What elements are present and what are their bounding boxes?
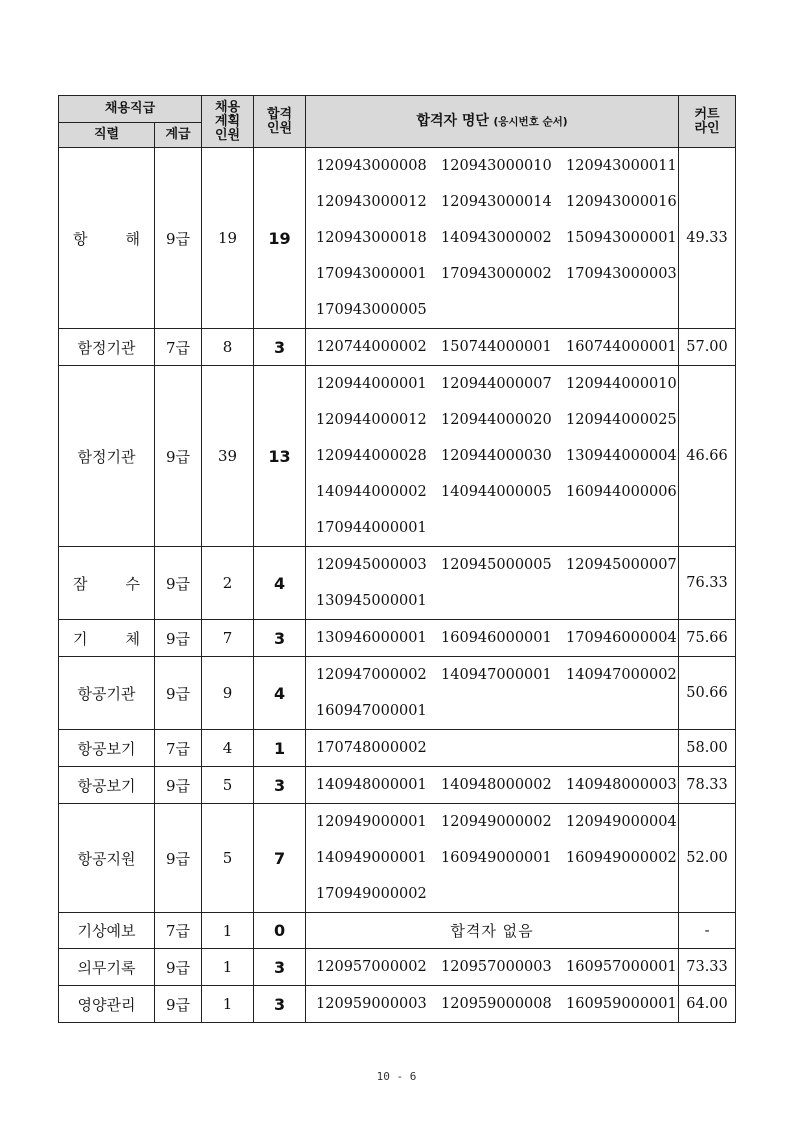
grade-cell: 9급 <box>155 767 202 804</box>
applicant-number: 160959000001 <box>566 996 677 1012</box>
applicant-number: 120947000002 <box>316 667 427 683</box>
passer-line <box>316 986 678 1022</box>
pass-count-cell: 3 <box>254 620 306 657</box>
applicant-number: 120944000010 <box>566 376 677 392</box>
table-row <box>59 329 736 366</box>
table-row <box>59 657 736 730</box>
applicant-number: 170946000004 <box>566 630 677 646</box>
page-number: 10 - 6 <box>376 1070 417 1083</box>
plan-cell: 19 <box>202 148 254 329</box>
header-cutline <box>679 96 736 148</box>
series-cell: 항공보기 <box>59 730 155 767</box>
header-cutline-line: 라인 <box>694 120 720 136</box>
grade-cell: 9급 <box>155 366 202 547</box>
passer-list-cell <box>306 329 679 366</box>
plan-cell: 9 <box>202 657 254 730</box>
pass-count-cell: 1 <box>254 730 306 767</box>
passer-line <box>316 184 678 220</box>
header-list-sub: (응시번호 순서) <box>493 116 568 128</box>
plan-cell: 5 <box>202 804 254 913</box>
plan-cell: 8 <box>202 329 254 366</box>
plan-cell: 1 <box>202 913 254 949</box>
cutline-cell: 73.33 <box>679 949 736 986</box>
passer-line <box>316 767 678 803</box>
grade-cell: 9급 <box>155 804 202 913</box>
applicant-number: 120944000001 <box>316 376 427 392</box>
applicant-number: 120944000030 <box>441 448 552 464</box>
applicant-number: 140944000002 <box>316 484 427 500</box>
header-list <box>306 96 679 148</box>
cutline-cell: 78.33 <box>679 767 736 804</box>
grade-cell: 9급 <box>155 986 202 1023</box>
plan-cell: 39 <box>202 366 254 547</box>
applicant-number: 120944000028 <box>316 448 427 464</box>
header-plan-line: 채용 <box>214 99 241 115</box>
header-plan-line: 계획 <box>214 113 241 129</box>
applicant-number: 170943000001 <box>316 266 427 282</box>
passer-line <box>316 657 678 693</box>
passer-list-cell <box>306 767 679 804</box>
passer-list-cell <box>306 986 679 1023</box>
plan-cell: 4 <box>202 730 254 767</box>
pass-count-cell: 3 <box>254 767 306 804</box>
applicant-number: 120943000008 <box>316 158 427 174</box>
applicant-number: 120949000004 <box>566 814 677 830</box>
cutline-cell: 52.00 <box>679 804 736 913</box>
table-row <box>59 804 736 913</box>
passer-line <box>316 730 678 766</box>
applicant-number: 170748000002 <box>316 740 427 756</box>
passer-line <box>316 547 678 583</box>
plan-cell: 5 <box>202 767 254 804</box>
applicant-number: 120744000002 <box>316 339 427 355</box>
table-row <box>59 148 736 329</box>
passer-line <box>316 329 678 365</box>
passer-line <box>316 366 678 402</box>
table-row <box>59 547 736 620</box>
pass-count-cell: 4 <box>254 657 306 730</box>
cutline-cell: 58.00 <box>679 730 736 767</box>
applicant-number: 120957000002 <box>316 959 427 975</box>
pass-count-cell: 3 <box>254 986 306 1023</box>
plan-cell: 1 <box>202 986 254 1023</box>
passer-line <box>316 620 678 656</box>
applicant-number: 120944000020 <box>441 412 552 428</box>
cutline-cell: - <box>679 913 736 949</box>
applicant-number: 120959000008 <box>441 996 552 1012</box>
table-row <box>59 366 736 547</box>
header-list-main: 합격자 명단 <box>416 113 489 129</box>
series-cell: 함정기관 <box>59 366 155 547</box>
passer-line <box>316 693 678 729</box>
series-cell: 의무기록 <box>59 949 155 986</box>
passer-line <box>316 804 678 840</box>
applicant-number: 150943000001 <box>566 230 677 246</box>
applicant-number: 170949000002 <box>316 886 427 902</box>
grade-cell: 9급 <box>155 148 202 329</box>
applicant-number: 130944000004 <box>566 448 677 464</box>
plan-cell: 2 <box>202 547 254 620</box>
passer-line <box>316 474 678 510</box>
series-cell: 항 해 <box>59 148 155 329</box>
series-cell: 기 체 <box>59 620 155 657</box>
applicant-number: 130945000001 <box>316 593 427 609</box>
pass-count-cell: 3 <box>254 949 306 986</box>
table-row <box>59 986 736 1023</box>
applicant-number: 140943000002 <box>441 230 552 246</box>
cutline-cell: 46.66 <box>679 366 736 547</box>
passer-line <box>316 256 678 292</box>
grade-cell: 9급 <box>155 620 202 657</box>
applicant-number: 120943000014 <box>441 194 552 210</box>
applicant-number: 140948000001 <box>316 777 427 793</box>
pass-count-cell: 0 <box>254 913 306 949</box>
applicant-number: 160946000001 <box>441 630 552 646</box>
applicant-number: 120945000003 <box>316 557 427 573</box>
applicant-number: 140949000001 <box>316 850 427 866</box>
series-cell: 영양관리 <box>59 986 155 1023</box>
pass-count-cell: 4 <box>254 547 306 620</box>
series-cell: 항공보기 <box>59 767 155 804</box>
cutline-cell: 57.00 <box>679 329 736 366</box>
results-table <box>58 95 736 1023</box>
cutline-cell: 75.66 <box>679 620 736 657</box>
applicant-number: 140948000003 <box>566 777 677 793</box>
cutline-cell: 64.00 <box>679 986 736 1023</box>
passer-line <box>316 438 678 474</box>
applicant-number: 140947000001 <box>441 667 552 683</box>
grade-cell: 7급 <box>155 913 202 949</box>
passer-line <box>316 292 678 328</box>
series-cell: 잠 수 <box>59 547 155 620</box>
applicant-number: 160949000001 <box>441 850 552 866</box>
grade-cell: 9급 <box>155 547 202 620</box>
applicant-number: 120949000001 <box>316 814 427 830</box>
table-row <box>59 767 736 804</box>
pass-count-cell: 3 <box>254 329 306 366</box>
passer-list-cell <box>306 547 679 620</box>
applicant-number: 120943000010 <box>441 158 552 174</box>
applicant-number: 120943000012 <box>316 194 427 210</box>
applicant-number: 170943000003 <box>566 266 677 282</box>
no-passers-cell: 합격자 없음 <box>306 913 679 949</box>
pass-count-cell: 19 <box>254 148 306 329</box>
grade-cell: 9급 <box>155 657 202 730</box>
table-row <box>59 730 736 767</box>
passer-line <box>316 220 678 256</box>
applicant-number: 160947000001 <box>316 703 427 719</box>
passer-list-cell <box>306 620 679 657</box>
table-header <box>59 96 736 148</box>
applicant-number: 140947000002 <box>566 667 677 683</box>
table-row <box>59 620 736 657</box>
applicant-number: 120959000003 <box>316 996 427 1012</box>
header-plan-line: 인원 <box>214 127 241 143</box>
passer-line <box>316 148 678 184</box>
applicant-number: 160957000001 <box>566 959 677 975</box>
applicant-number: 130946000001 <box>316 630 427 646</box>
plan-cell: 1 <box>202 949 254 986</box>
applicant-number: 170944000001 <box>316 520 427 536</box>
passer-line <box>316 510 678 546</box>
pass-count-cell: 7 <box>254 804 306 913</box>
applicant-number: 170943000005 <box>316 302 427 318</box>
header-pass <box>254 96 306 148</box>
applicant-number: 120944000012 <box>316 412 427 428</box>
passer-line <box>316 583 678 619</box>
header-grade: 계급 <box>155 123 202 148</box>
applicant-number: 120944000025 <box>566 412 677 428</box>
applicant-number: 120945000005 <box>441 557 552 573</box>
applicant-number: 140944000005 <box>441 484 552 500</box>
passer-list-cell <box>306 730 679 767</box>
passer-list-cell <box>306 949 679 986</box>
applicant-number: 120949000002 <box>441 814 552 830</box>
header-pass-line: 합격 <box>266 106 293 122</box>
table-row <box>59 913 736 949</box>
grade-cell: 7급 <box>155 329 202 366</box>
applicant-number: 120957000003 <box>441 959 552 975</box>
applicant-number: 120945000007 <box>566 557 677 573</box>
grade-cell: 7급 <box>155 730 202 767</box>
passer-list-cell <box>306 366 679 547</box>
applicant-number: 120944000007 <box>441 376 552 392</box>
applicant-number: 160744000001 <box>566 339 677 355</box>
applicant-number: 120943000011 <box>566 158 677 174</box>
header-pass-line: 인원 <box>266 120 293 136</box>
applicant-number: 140948000002 <box>441 777 552 793</box>
series-cell: 함정기관 <box>59 329 155 366</box>
passer-line <box>316 840 678 876</box>
cutline-cell: 49.33 <box>679 148 736 329</box>
cutline-cell: 76.33 <box>679 547 736 620</box>
table-row <box>59 949 736 986</box>
header-cutline-line: 커트 <box>694 106 720 122</box>
passer-list-cell <box>306 148 679 329</box>
header-plan <box>202 96 254 148</box>
series-cell: 기상예보 <box>59 913 155 949</box>
grade-cell: 9급 <box>155 949 202 986</box>
pass-count-cell: 13 <box>254 366 306 547</box>
applicant-number: 120943000016 <box>566 194 677 210</box>
passer-line <box>316 402 678 438</box>
table-body <box>59 148 736 1023</box>
passer-list-cell <box>306 804 679 913</box>
passer-line <box>316 876 678 912</box>
applicant-number: 150744000001 <box>441 339 552 355</box>
passer-line <box>316 949 678 985</box>
header-series: 직렬 <box>59 123 155 148</box>
applicant-number: 120943000018 <box>316 230 427 246</box>
applicant-number: 160944000006 <box>566 484 677 500</box>
series-cell: 항공지원 <box>59 804 155 913</box>
header-group: 채용직급 <box>59 96 202 123</box>
plan-cell: 7 <box>202 620 254 657</box>
applicant-number: 160949000002 <box>566 850 677 866</box>
cutline-cell: 50.66 <box>679 657 736 730</box>
applicant-number: 170943000002 <box>441 266 552 282</box>
passer-list-cell <box>306 657 679 730</box>
series-cell: 항공기관 <box>59 657 155 730</box>
